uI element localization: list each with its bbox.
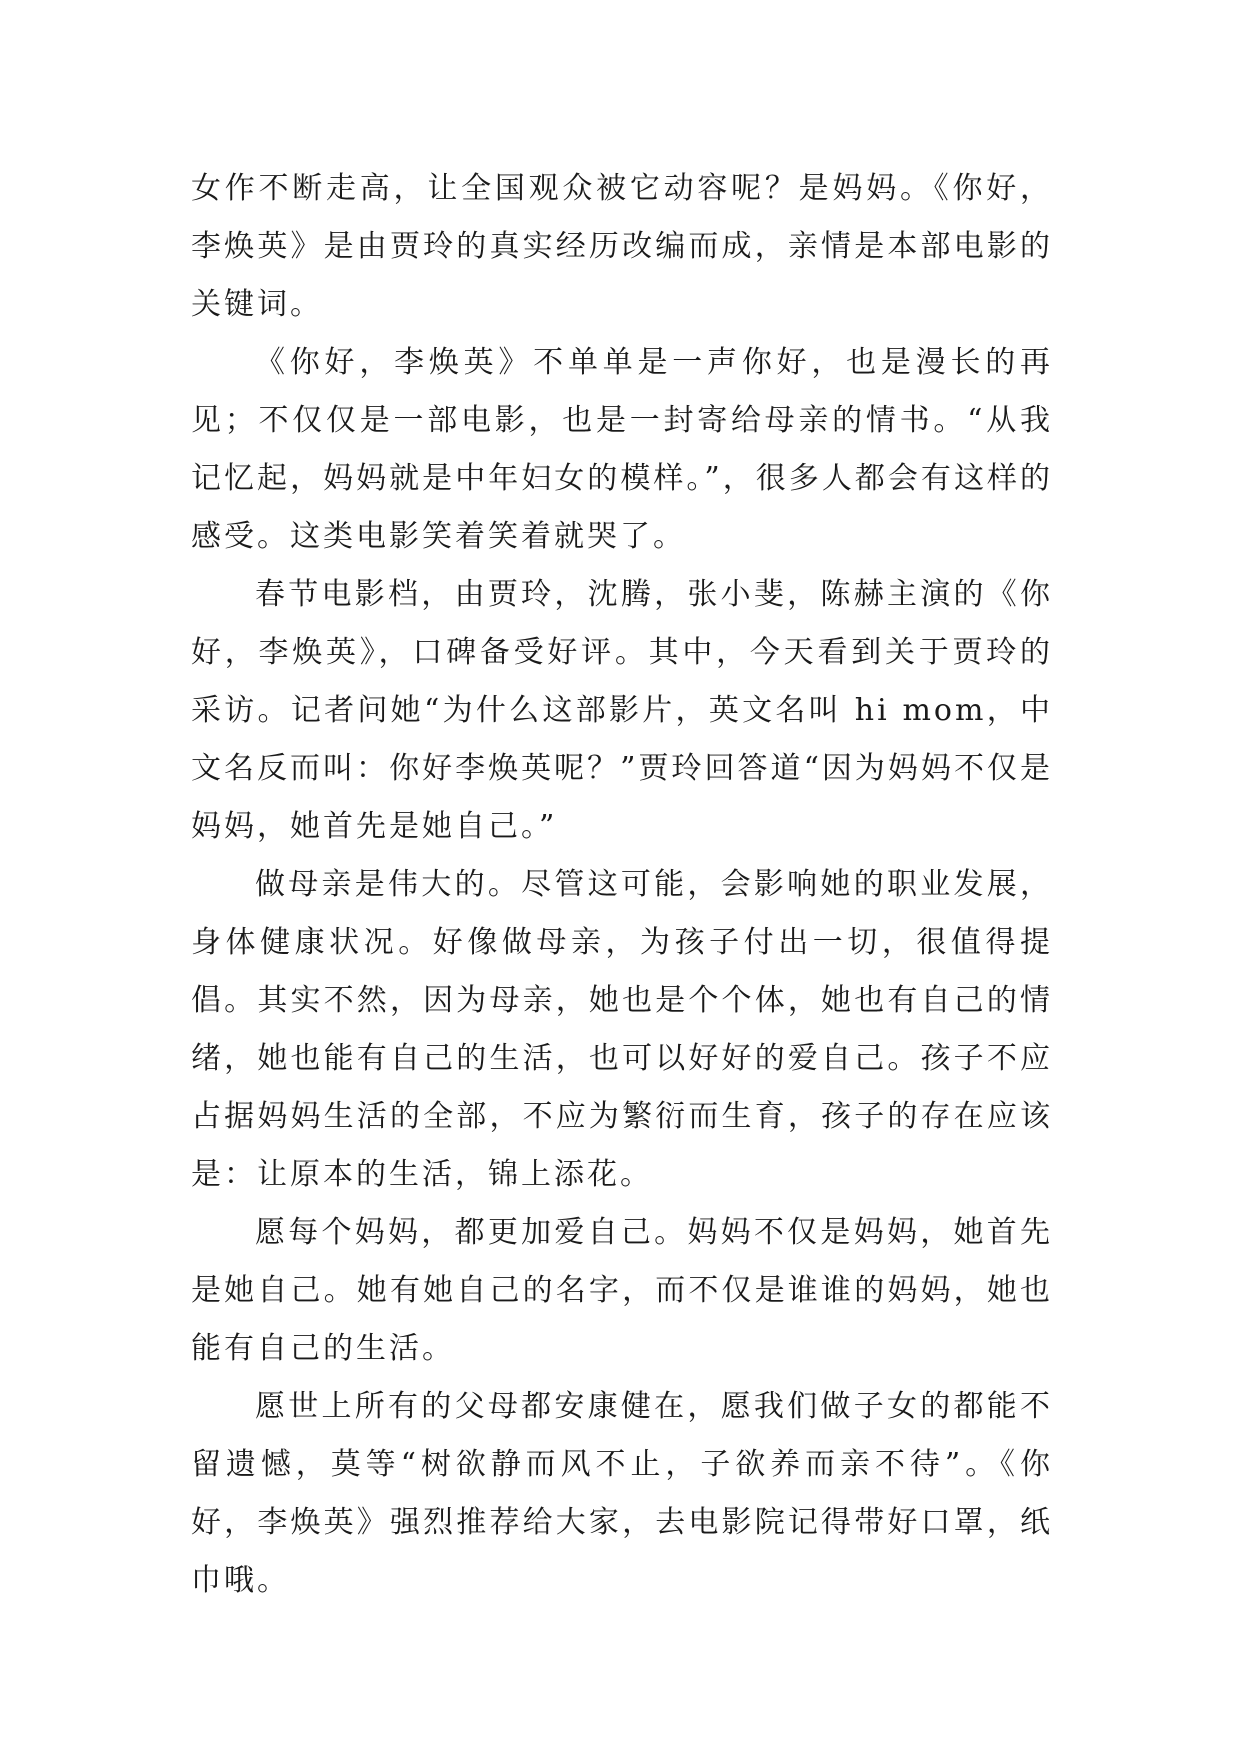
paragraph-3: 春节电影档，由贾玲，沈腾，张小斐，陈赫主演的《你好，李焕英》，口碑备受好评。其中，今天看到关于贾玲的采访。记者问她“为什么这部影片，英文名叫 hi mom，中文名反而叫：你好李焕英呢？”贾玲回答道“因为妈妈不仅是妈妈，她首先是她自己。” bbox=[191, 577, 1053, 844]
paragraph-4: 做母亲是伟大的。尽管这可能，会影响她的职业发展，身体健康状况。好像做母亲，为孩子付出一切，很值得提倡。其实不然，因为母亲，她也是个个体，她也有自己的情绪，她也能有自己的生活，也可以好好的爱自己。孩子不应占据妈妈生活的全部，不应为繁衍而生育，孩子的存在应该是：让原本的生活，锦上添花。 bbox=[191, 867, 1053, 1192]
document-body bbox=[191, 160, 1053, 1610]
paragraph-1: 女作不断走高，让全国观众被它动容呢？是妈妈。《你好，李焕英》是由贾玲的真实经历改编而成，亲情是本部电影的关键词。 bbox=[191, 171, 1053, 322]
paragraph-6: 愿世上所有的父母都安康健在，愿我们做子女的都能不留遗憾，莫等“树欲静而风不止，子欲养而亲不待”。《你好，李焕英》强烈推荐给大家，去电影院记得带好口罩，纸巾哦。 bbox=[191, 1389, 1053, 1598]
paragraph-2: 《你好，李焕英》不单单是一声你好，也是漫长的再见；不仅仅是一部电影，也是一封寄给母亲的情书。“从我记忆起，妈妈就是中年妇女的模样。”，很多人都会有这样的感受。这类电影笑着笑着就哭了。 bbox=[191, 345, 1053, 554]
paragraph-5: 愿每个妈妈，都更加爱自己。妈妈不仅是妈妈，她首先是她自己。她有她自己的名字，而不仅是谁谁的妈妈，她也能有自己的生活。 bbox=[191, 1215, 1053, 1366]
